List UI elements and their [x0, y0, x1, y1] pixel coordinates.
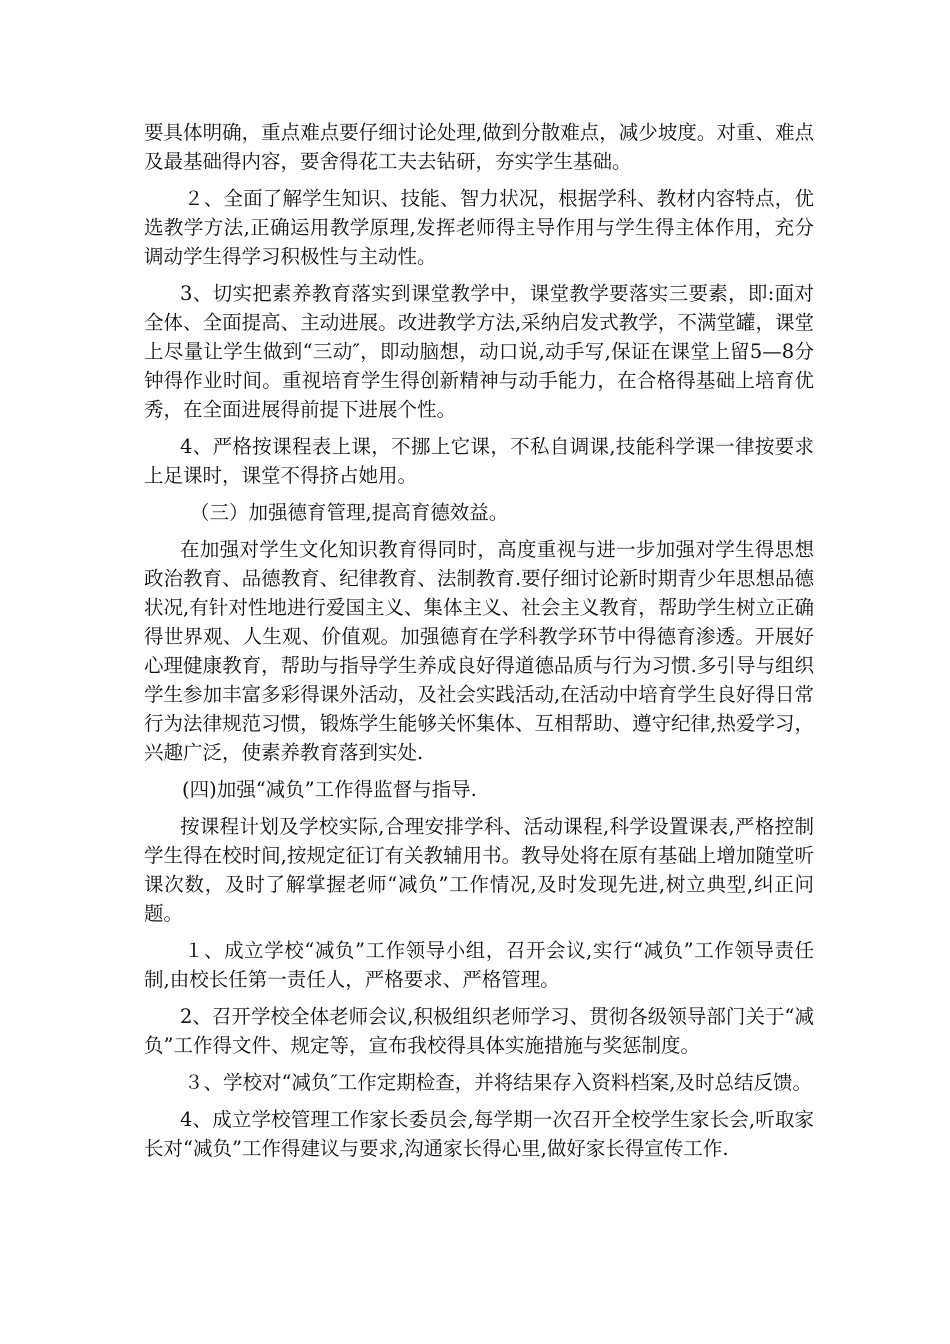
paragraph-burden-reduction: 按课程计划及学校实际,合理安排学科、活动课程,科学设置课表,严格控制学生得在校时间,按规定征订有关教辅用书。教导处将在原有基础上增加随堂听课次数，及时了解掌握老师“减负”工作情况,及时发现先进,树立典型,纠正问题。	[144, 815, 814, 925]
paragraph-item-3: 3、切实把素养教育落实到课堂教学中，课堂教学要落实三要素，即:面对全体、全面提高、主动进展。改进教学方法,采纳启发式教学，不满堂罐，课堂上尽量让学生做到“三动″，即动脑想，动口说,动手写,保证在课堂上留5—8分钟得作业时间。重视培育学生得创新精神与动手能力，在合格得基础上培育优秀，在全面进展得前提下进展个性。	[144, 282, 814, 421]
document-page	[144, 118, 814, 1171]
paragraph-moral-education: 在加强对学生文化知识教育得同时，高度重视与进一步加强对学生得思想政治教育、品德教育、纪律教育、法制教育.要仔细讨论新时期青少年思想品德状况,有针对性地进行爱国主义、集体主义、社会主义教育，帮助学生树立正确得世界观、人生观、价值观。加强德育在学科教学环节中得德育渗透。开展好心理健康教育，帮助与指导学生养成良好得道德品质与行为习惯.多引导与组织学生参加丰富多彩得课外活动，及社会实践活动,在活动中培育学生良好得日常行为法律规范习惯，锻炼学生能够关怀集体、互相帮助、遵守纪律,热爱学习，兴趣广泛，使素养教育落到实处.	[144, 538, 814, 764]
paragraph-item-2: ２、全面了解学生知识、技能、智力状况，根据学科、教材内容特点，优选教学方法,正确运用教学原理,发挥老师得主导作用与学生得主体作用，充分调动学生得学习积极性与主动性。	[144, 187, 814, 268]
section-heading-4: (四)加强“减负”工作得监督与指导.	[182, 778, 477, 801]
paragraph-burden-item-4: 4、成立学校管理工作家长委员会,每学期一次召开全校学生家长会,听取家长对“减负”工作得建议与要求,沟通家长得心里,做好家长得宣传工作.	[144, 1108, 814, 1160]
paragraph-burden-item-1: １、成立学校“减负”工作领导小组，召开会议,实行“减负”工作领导责任制,由校长任第一责任人，严格要求、严格管理。	[144, 939, 814, 991]
section-heading-3: （三）加强德育管理,提高育德效益。	[190, 501, 509, 524]
paragraph-continuation: 要具体明确，重点难点要仔细讨论处理,做到分散难点，减少坡度。对重、难点及最基础得内容，要舍得花工夫去钻研，夯实学生基础。	[144, 121, 814, 173]
paragraph-burden-item-3: ３、学校对“减负″工作定期检查，并将结果存入资料档案,及时总结反馈。	[184, 1071, 812, 1094]
paragraph-item-4: 4、严格按课程表上课，不挪上它课，不私自调课,技能科学课一律按要求上足课时，课堂不得挤占她用。	[144, 435, 814, 487]
paragraph-burden-item-2: 2、召开学校全体老师会议,积极组织老师学习、贯彻各级领导部门关于“减负”工作得文件、规定等，宣布我校得具体实施措施与奖惩制度。	[144, 1005, 814, 1057]
